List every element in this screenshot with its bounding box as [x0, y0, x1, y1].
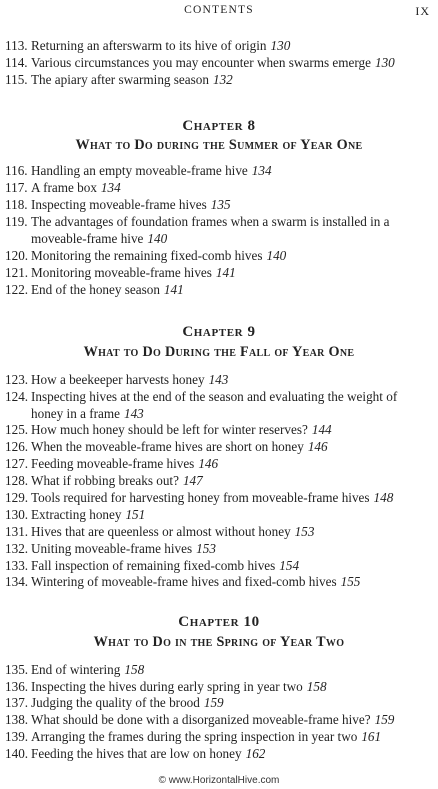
- entry-title: When the moveable-frame hives are short on honey: [31, 439, 304, 454]
- entry-number: 133.: [5, 558, 29, 573]
- toc-entry: [0, 37, 430, 54]
- entry-page: 153: [196, 541, 216, 556]
- toc-entry: [0, 661, 430, 678]
- entry-number: 122.: [5, 282, 29, 297]
- entry-title: A frame box: [31, 180, 97, 195]
- toc-entry: [0, 54, 430, 71]
- entry-title: Handling an empty moveable-frame hive: [31, 163, 248, 178]
- entry-page: 151: [125, 507, 146, 522]
- entry-title: Tools required for harvesting honey from moveable-frame hives: [31, 490, 370, 505]
- entry-number: 134.: [5, 574, 29, 589]
- entry-page: 132: [212, 72, 233, 87]
- entry-title: Inspecting moveable-frame hives: [31, 197, 207, 212]
- entry-page: 143: [208, 372, 229, 387]
- entry-number: 140.: [5, 746, 29, 761]
- entry-title: Judging the quality of the brood: [31, 695, 200, 710]
- chapter-label: Chapter 10: [178, 614, 260, 630]
- entry-page: 130: [270, 38, 291, 53]
- entry-page: 155: [340, 574, 361, 589]
- entry-title: What should be done with a disorganized moveable-frame hive?: [31, 712, 371, 727]
- running-header: [0, 4, 438, 20]
- toc-entry: [0, 247, 430, 264]
- page-number: IX: [415, 4, 430, 18]
- entry-number: 129.: [5, 490, 29, 505]
- entry-title: How much honey should be left for winter reserves?: [31, 422, 308, 437]
- toc-entry: [0, 678, 430, 695]
- entry-title: What if robbing breaks out?: [31, 473, 179, 488]
- toc-entry: [0, 523, 430, 540]
- toc-entry: [0, 728, 430, 745]
- entry-title: Arranging the frames during the spring inspection in year two: [31, 729, 358, 744]
- entry-title: How a beekeeper harvests honey: [31, 372, 205, 387]
- entry-page: 134: [251, 163, 272, 178]
- entry-number: 135.: [5, 662, 29, 677]
- chapter-title: What to Do during the Summer of Year One: [75, 137, 363, 153]
- entry-number: 117.: [5, 180, 28, 195]
- toc-entry: [0, 573, 430, 590]
- entry-number: 132.: [5, 541, 29, 556]
- toc-entry: [0, 162, 430, 179]
- entry-title: The advantages of foundation frames when a swarm is installed in a moveable-frame hive: [31, 214, 390, 246]
- chapter-label: Chapter 9: [182, 324, 256, 340]
- entry-number: 115.: [5, 72, 28, 87]
- entry-number: 114.: [5, 55, 28, 70]
- entry-title: Inspecting hives at the end of the season and evaluating the weight of honey in a frame: [31, 389, 398, 421]
- toc-entry: [0, 472, 430, 489]
- entry-title: Feeding moveable-frame hives: [31, 456, 195, 471]
- entry-title: Hives that are queenless or almost without honey: [31, 524, 291, 539]
- entry-page: 154: [279, 558, 300, 573]
- chapter-title: What to Do During the Fall of Year One: [83, 344, 355, 360]
- entry-number: 131.: [5, 524, 29, 539]
- entry-number: 116.: [5, 163, 28, 178]
- entry-page: 141: [215, 265, 236, 280]
- entry-page: 146: [307, 439, 328, 454]
- entry-page: 153: [294, 524, 315, 539]
- entry-number: 118.: [5, 197, 28, 212]
- toc-entry: [0, 506, 430, 523]
- entry-number: 136.: [5, 679, 29, 694]
- entry-page: 159: [374, 712, 395, 727]
- entry-number: 127.: [5, 456, 29, 471]
- entry-title: Monitoring the remaining fixed-comb hives: [31, 248, 263, 263]
- entry-page: 130: [374, 55, 395, 70]
- entry-page: 159: [203, 695, 224, 710]
- entry-number: 138.: [5, 712, 29, 727]
- entry-page: 134: [100, 180, 121, 195]
- entry-title: Feeding the hives that are low on honey: [31, 746, 242, 761]
- toc-entry: [0, 745, 430, 762]
- footer-copyright: © www.HorizontalHive.com: [158, 775, 280, 786]
- toc-entry: [0, 371, 430, 388]
- entry-page: 140: [147, 231, 168, 246]
- toc-entry: [0, 557, 430, 574]
- entry-page: 161: [361, 729, 382, 744]
- entry-title: Inspecting the hives during early spring in year two: [31, 679, 303, 694]
- entry-number: 124.: [5, 389, 29, 404]
- entry-title: Monitoring moveable-frame hives: [31, 265, 212, 280]
- entry-number: 128.: [5, 473, 29, 488]
- entry-page: 148: [373, 490, 394, 505]
- entry-number: 121.: [5, 265, 29, 280]
- entry-title: Uniting moveable-frame hives: [31, 541, 193, 556]
- toc-entry: [0, 71, 430, 88]
- entry-title: End of the honey season: [31, 282, 160, 297]
- toc-entry: [0, 711, 430, 728]
- entry-page: 135: [210, 197, 231, 212]
- entry-page: 140: [266, 248, 287, 263]
- toc-entry: [0, 179, 430, 196]
- toc-entry: [0, 388, 430, 422]
- toc-entry: [0, 196, 430, 213]
- entry-title: Various circumstances you may encounter when swarms emerge: [31, 55, 371, 70]
- running-title: CONTENTS: [184, 4, 254, 16]
- entry-page: 158: [306, 679, 327, 694]
- toc-entry: [0, 264, 430, 281]
- entry-page: 146: [198, 456, 219, 471]
- toc-entry: [0, 421, 430, 438]
- entry-number: 123.: [5, 372, 29, 387]
- entry-page: 144: [311, 422, 332, 437]
- entry-page: 158: [124, 662, 145, 677]
- toc-entry: [0, 489, 430, 506]
- entry-title: Wintering of moveable-frame hives and fixed-comb hives: [31, 574, 337, 589]
- entry-number: 130.: [5, 507, 29, 522]
- entry-title: Fall inspection of remaining fixed-comb hives: [31, 558, 276, 573]
- entry-number: 126.: [5, 439, 29, 454]
- toc-entry: [0, 213, 430, 247]
- entry-number: 120.: [5, 248, 29, 263]
- toc-entry: [0, 281, 430, 298]
- toc-entry: [0, 694, 430, 711]
- toc-entry: [0, 540, 430, 557]
- chapter-title: What to Do in the Spring of Year Two: [93, 634, 345, 650]
- entry-number: 137.: [5, 695, 29, 710]
- entry-number: 125.: [5, 422, 29, 437]
- toc-entry: [0, 455, 430, 472]
- entry-title: Returning an afterswarm to its hive of origin: [31, 38, 267, 53]
- chapter-label: Chapter 8: [182, 118, 256, 134]
- entry-page: 143: [123, 406, 144, 421]
- entry-page: 162: [245, 746, 266, 761]
- entry-title: Extracting honey: [31, 507, 122, 522]
- entry-number: 113.: [5, 38, 28, 53]
- entry-page: 147: [182, 473, 203, 488]
- toc-entry: [0, 438, 430, 455]
- entry-number: 119.: [5, 214, 28, 229]
- entry-title: The apiary after swarming season: [31, 72, 209, 87]
- entry-page: 141: [163, 282, 184, 297]
- entry-title: End of wintering: [31, 662, 121, 677]
- entry-number: 139.: [5, 729, 29, 744]
